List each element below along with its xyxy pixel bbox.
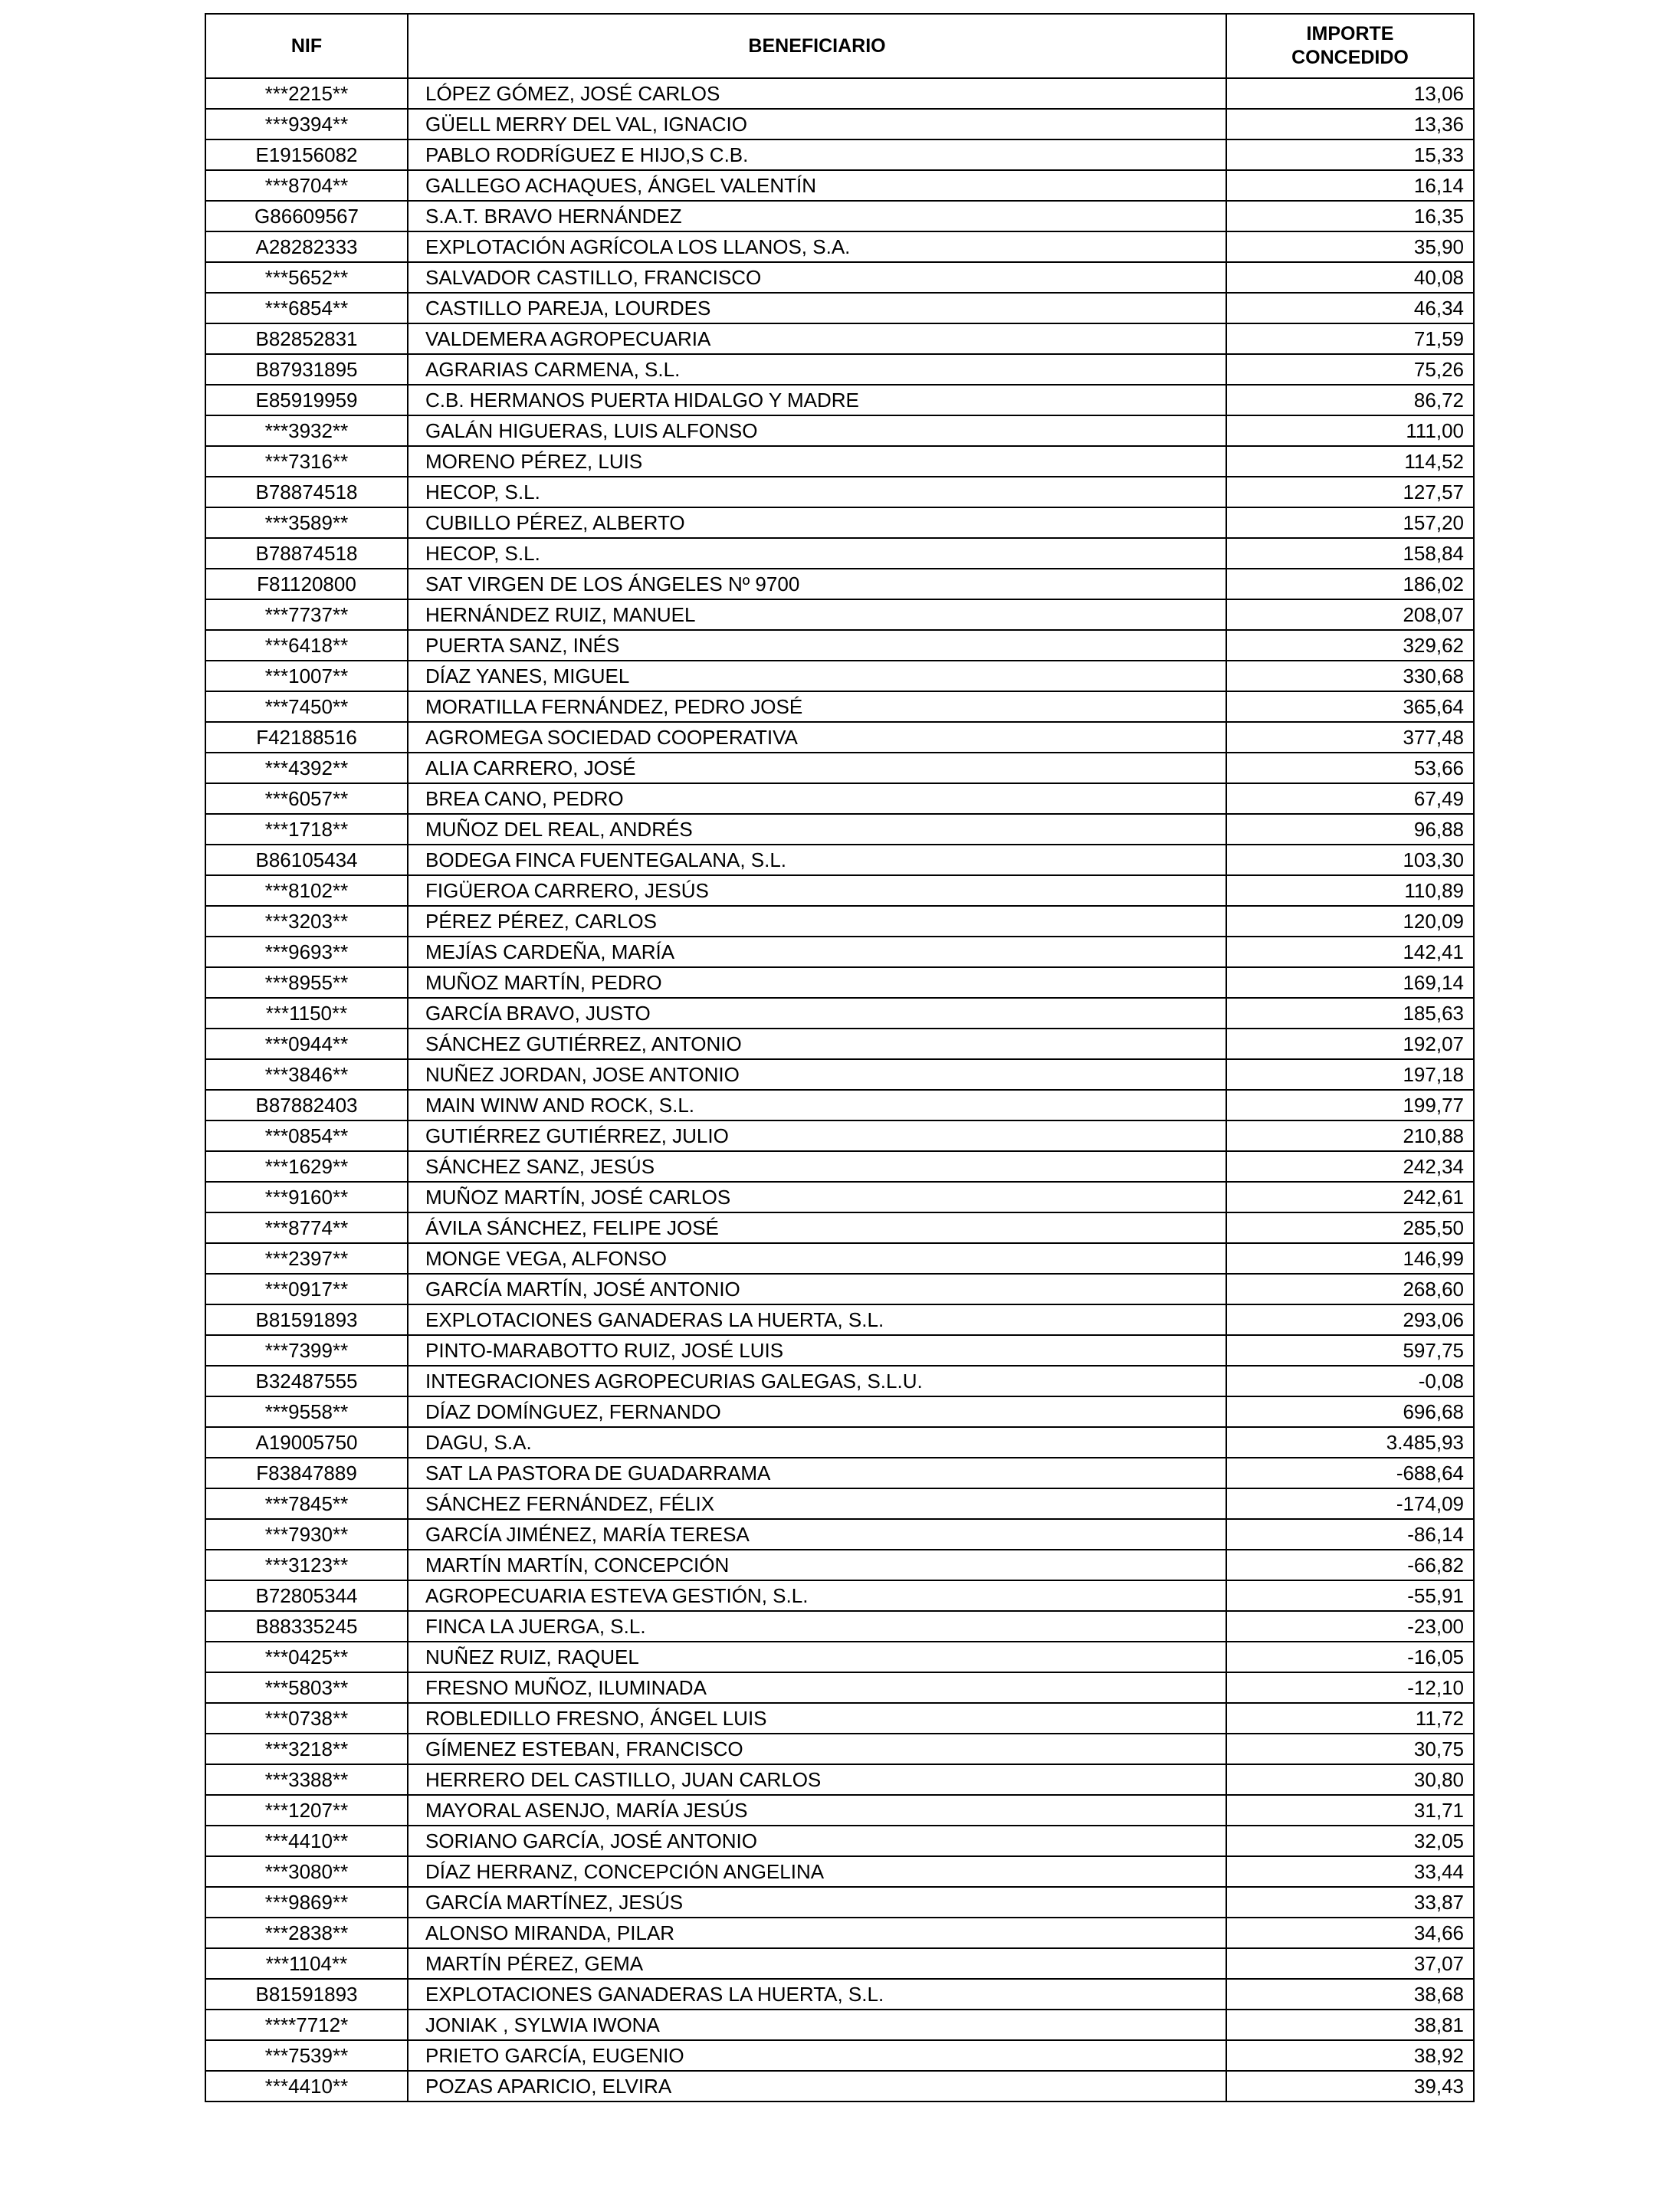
importe-cell: 3.485,93 [1226,1427,1474,1458]
importe-cell: 30,75 [1226,1734,1474,1764]
nif-cell: ***6418** [205,630,408,661]
table-row [205,937,1474,967]
beneficiario-cell: SÁNCHEZ SANZ, JESÚS [408,1151,1226,1182]
beneficiario-cell: SÁNCHEZ FERNÁNDEZ, FÉLIX [408,1488,1226,1519]
importe-cell: 114,52 [1226,446,1474,477]
beneficiario-cell: JONIAK , SYLWIA IWONA [408,2010,1226,2040]
table-row [205,1887,1474,1918]
beneficiario-cell: HECOP, S.L. [408,477,1226,507]
beneficiario-cell: AGRARIAS CARMENA, S.L. [408,354,1226,385]
beneficiario-cell: S.A.T. BRAVO HERNÁNDEZ [408,201,1226,231]
nif-cell: ***9869** [205,1887,408,1918]
importe-cell: 186,02 [1226,569,1474,599]
table-row [205,1120,1474,1151]
importe-cell: 15,33 [1226,139,1474,170]
importe-cell: -174,09 [1226,1488,1474,1519]
beneficiario-cell: GUTIÉRREZ GUTIÉRREZ, JULIO [408,1120,1226,1151]
importe-cell: 38,92 [1226,2040,1474,2071]
table-row [205,2071,1474,2101]
beneficiario-cell: ROBLEDILLO FRESNO, ÁNGEL LUIS [408,1703,1226,1734]
table-row [205,783,1474,814]
table-row [205,538,1474,569]
importe-cell: 111,00 [1226,415,1474,446]
table-row [205,2040,1474,2071]
table-row [205,507,1474,538]
importe-cell: 146,99 [1226,1243,1474,1274]
table-row [205,1335,1474,1366]
nif-cell: ***3218** [205,1734,408,1764]
importe-cell: 103,30 [1226,845,1474,875]
table-row [205,2010,1474,2040]
beneficiario-cell: ÁVILA SÁNCHEZ, FELIPE JOSÉ [408,1212,1226,1243]
importe-cell: 127,57 [1226,477,1474,507]
nif-cell: ***7399** [205,1335,408,1366]
table-row [205,109,1474,139]
importe-cell: 11,72 [1226,1703,1474,1734]
importe-cell: 169,14 [1226,967,1474,998]
nif-cell: ***4392** [205,753,408,783]
beneficiario-cell: PABLO RODRÍGUEZ E HIJO,S C.B. [408,139,1226,170]
importe-cell: 67,49 [1226,783,1474,814]
header-importe-label: IMPORTE CONCEDIDO [1291,23,1409,68]
table-row [205,1274,1474,1304]
nif-cell: ***9394** [205,109,408,139]
nif-cell: ***3123** [205,1550,408,1580]
importe-cell: 377,48 [1226,722,1474,753]
importe-cell: 16,14 [1226,170,1474,201]
table-row [205,1580,1474,1611]
header-beneficiario: BENEFICIARIO [408,14,1226,78]
importe-cell: -16,05 [1226,1642,1474,1672]
beneficiario-cell: NUÑEZ JORDAN, JOSE ANTONIO [408,1059,1226,1090]
importe-cell: -86,14 [1226,1519,1474,1550]
importe-cell: 285,50 [1226,1212,1474,1243]
header-importe [1226,14,1474,78]
importe-cell: 158,84 [1226,538,1474,569]
nif-cell: ***1007** [205,661,408,691]
nif-cell: ***1207** [205,1795,408,1826]
table-row [205,1642,1474,1672]
table-row [205,1427,1474,1458]
nif-cell: ***4410** [205,1826,408,1856]
importe-cell: 197,18 [1226,1059,1474,1090]
nif-cell: ***7539** [205,2040,408,2071]
nif-cell: B87931895 [205,354,408,385]
beneficiario-cell: MORATILLA FERNÁNDEZ, PEDRO JOSÉ [408,691,1226,722]
table-row [205,1918,1474,1948]
table-row [205,446,1474,477]
importe-cell: 696,68 [1226,1396,1474,1427]
nif-cell: ***2215** [205,78,408,109]
nif-cell: ***2397** [205,1243,408,1274]
beneficiario-cell: PINTO-MARABOTTO RUIZ, JOSÉ LUIS [408,1335,1226,1366]
nif-cell: ***3589** [205,507,408,538]
table-row [205,1304,1474,1335]
importe-cell: 75,26 [1226,354,1474,385]
nif-cell: ***3203** [205,906,408,937]
table-row [205,1029,1474,1059]
nif-cell: ***7450** [205,691,408,722]
importe-cell: 32,05 [1226,1826,1474,1856]
beneficiario-cell: FINCA LA JUERGA, S.L. [408,1611,1226,1642]
importe-cell: 53,66 [1226,753,1474,783]
beneficiario-cell: GALÁN HIGUERAS, LUIS ALFONSO [408,415,1226,446]
importe-cell: 86,72 [1226,385,1474,415]
importe-cell: 157,20 [1226,507,1474,538]
table-row [205,1672,1474,1703]
beneficiario-cell: GARCÍA MARTÍNEZ, JESÚS [408,1887,1226,1918]
nif-cell: A19005750 [205,1427,408,1458]
table-row [205,1550,1474,1580]
nif-cell: F83847889 [205,1458,408,1488]
beneficiario-cell: MONGE VEGA, ALFONSO [408,1243,1226,1274]
nif-cell: E19156082 [205,139,408,170]
beneficiario-cell: SALVADOR CASTILLO, FRANCISCO [408,262,1226,293]
nif-cell: ***2838** [205,1918,408,1948]
beneficiario-cell: FRESNO MUÑOZ, ILUMINADA [408,1672,1226,1703]
table-row [205,569,1474,599]
nif-cell: ***0944** [205,1029,408,1059]
table-row [205,477,1474,507]
table-row [205,1826,1474,1856]
importe-cell: 120,09 [1226,906,1474,937]
beneficiario-cell: MARTÍN PÉREZ, GEMA [408,1948,1226,1979]
nif-cell: B82852831 [205,323,408,354]
beneficiario-cell: MUÑOZ MARTÍN, JOSÉ CARLOS [408,1182,1226,1212]
table-row [205,630,1474,661]
beneficiario-cell: NUÑEZ RUIZ, RAQUEL [408,1642,1226,1672]
importe-cell: 199,77 [1226,1090,1474,1120]
nif-cell: ***4410** [205,2071,408,2101]
table-row [205,170,1474,201]
table-row [205,201,1474,231]
importe-cell: 208,07 [1226,599,1474,630]
table-row [205,1090,1474,1120]
table-row [205,1488,1474,1519]
beneficiario-cell: VALDEMERA AGROPECUARIA [408,323,1226,354]
beneficiario-cell: EXPLOTACIONES GANADERAS LA HUERTA, S.L. [408,1304,1226,1335]
beneficiario-cell: GÜELL MERRY DEL VAL, IGNACIO [408,109,1226,139]
beneficiario-cell: MEJÍAS CARDEÑA, MARÍA [408,937,1226,967]
importe-cell: 13,36 [1226,109,1474,139]
nif-cell: ***8704** [205,170,408,201]
importe-cell: 242,61 [1226,1182,1474,1212]
beneficiario-cell: BODEGA FINCA FUENTEGALANA, S.L. [408,845,1226,875]
importe-cell: 31,71 [1226,1795,1474,1826]
importe-cell: 71,59 [1226,323,1474,354]
nif-cell: ***0738** [205,1703,408,1734]
table-body [205,78,1474,2101]
importe-cell: 40,08 [1226,262,1474,293]
beneficiario-cell: SAT VIRGEN DE LOS ÁNGELES Nº 9700 [408,569,1226,599]
beneficiario-cell: INTEGRACIONES AGROPECURIAS GALEGAS, S.L.U. [408,1366,1226,1396]
nif-cell: ***0425** [205,1642,408,1672]
beneficiario-cell: LÓPEZ GÓMEZ, JOSÉ CARLOS [408,78,1226,109]
importe-cell: 34,66 [1226,1918,1474,1948]
nif-cell: F81120800 [205,569,408,599]
beneficiario-cell: SORIANO GARCÍA, JOSÉ ANTONIO [408,1826,1226,1856]
beneficiario-cell: GARCÍA MARTÍN, JOSÉ ANTONIO [408,1274,1226,1304]
table-row [205,293,1474,323]
nif-cell: ***3846** [205,1059,408,1090]
importe-cell: 46,34 [1226,293,1474,323]
importe-cell: 110,89 [1226,875,1474,906]
nif-cell: ****7712* [205,2010,408,2040]
nif-cell: ***6057** [205,783,408,814]
table-row [205,1611,1474,1642]
table-row [205,998,1474,1029]
beneficiario-cell: HECOP, S.L. [408,538,1226,569]
beneficiario-cell: HERNÁNDEZ RUIZ, MANUEL [408,599,1226,630]
table-row [205,354,1474,385]
nif-cell: ***1150** [205,998,408,1029]
beneficiario-cell: PRIETO GARCÍA, EUGENIO [408,2040,1226,2071]
nif-cell: ***5803** [205,1672,408,1703]
nif-cell: B87882403 [205,1090,408,1120]
beneficiario-cell: DÍAZ YANES, MIGUEL [408,661,1226,691]
table-row [205,845,1474,875]
beneficiario-cell: CUBILLO PÉREZ, ALBERTO [408,507,1226,538]
importe-cell: 39,43 [1226,2071,1474,2101]
table-row [205,1151,1474,1182]
nif-cell: ***0854** [205,1120,408,1151]
importe-cell: 268,60 [1226,1274,1474,1304]
nif-cell: ***5652** [205,262,408,293]
nif-cell: B81591893 [205,1979,408,2010]
nif-cell: B88335245 [205,1611,408,1642]
table-row [205,814,1474,845]
importe-cell: -688,64 [1226,1458,1474,1488]
table-row [205,1059,1474,1090]
importe-cell: 33,87 [1226,1887,1474,1918]
table-row [205,415,1474,446]
table-row [205,1856,1474,1887]
table-row [205,722,1474,753]
nif-cell: B72805344 [205,1580,408,1611]
table-row [205,1948,1474,1979]
table-row [205,1979,1474,2010]
nif-cell: F42188516 [205,722,408,753]
beneficiario-cell: FIGÜEROA CARRERO, JESÚS [408,875,1226,906]
importe-cell: 597,75 [1226,1335,1474,1366]
nif-cell: ***3388** [205,1764,408,1795]
nif-cell: ***7930** [205,1519,408,1550]
importe-cell: 96,88 [1226,814,1474,845]
beneficiario-cell: PUERTA SANZ, INÉS [408,630,1226,661]
beneficiario-cell: POZAS APARICIO, ELVIRA [408,2071,1226,2101]
header-nif: NIF [205,14,408,78]
beneficiario-cell: MUÑOZ MARTÍN, PEDRO [408,967,1226,998]
table-row [205,1458,1474,1488]
importe-cell: 293,06 [1226,1304,1474,1335]
importe-cell: -23,00 [1226,1611,1474,1642]
beneficiario-cell: EXPLOTACIONES GANADERAS LA HUERTA, S.L. [408,1979,1226,2010]
importe-cell: 365,64 [1226,691,1474,722]
nif-cell: ***1718** [205,814,408,845]
table-row [205,1795,1474,1826]
nif-cell: ***3932** [205,415,408,446]
table-row [205,906,1474,937]
nif-cell: ***3080** [205,1856,408,1887]
nif-cell: E85919959 [205,385,408,415]
beneficiario-cell: MUÑOZ DEL REAL, ANDRÉS [408,814,1226,845]
importe-cell: -0,08 [1226,1366,1474,1396]
importe-cell: -55,91 [1226,1580,1474,1611]
nif-cell: B81591893 [205,1304,408,1335]
beneficiario-cell: GÍMENEZ ESTEBAN, FRANCISCO [408,1734,1226,1764]
beneficiario-cell: C.B. HERMANOS PUERTA HIDALGO Y MADRE [408,385,1226,415]
beneficiario-cell: MAYORAL ASENJO, MARÍA JESÚS [408,1795,1226,1826]
table-row [205,139,1474,170]
table-row [205,1182,1474,1212]
nif-cell: ***8955** [205,967,408,998]
beneficiario-cell: AGROMEGA SOCIEDAD COOPERATIVA [408,722,1226,753]
beneficiario-cell: GARCÍA BRAVO, JUSTO [408,998,1226,1029]
nif-cell: B78874518 [205,477,408,507]
table-row [205,967,1474,998]
importe-cell: 30,80 [1226,1764,1474,1795]
table-row [205,875,1474,906]
beneficiario-cell: MORENO PÉREZ, LUIS [408,446,1226,477]
table-row [205,661,1474,691]
beneficiario-cell: ALONSO MIRANDA, PILAR [408,1918,1226,1948]
beneficiario-cell: DAGU, S.A. [408,1427,1226,1458]
beneficiario-cell: EXPLOTACIÓN AGRÍCOLA LOS LLANOS, S.A. [408,231,1226,262]
importe-cell: 242,34 [1226,1151,1474,1182]
beneficiario-cell: GALLEGO ACHAQUES, ÁNGEL VALENTÍN [408,170,1226,201]
table-row [205,1366,1474,1396]
table-row [205,78,1474,109]
nif-cell: ***9160** [205,1182,408,1212]
beneficiario-cell: MARTÍN MARTÍN, CONCEPCIÓN [408,1550,1226,1580]
table-row [205,691,1474,722]
importe-cell: 210,88 [1226,1120,1474,1151]
nif-cell: G86609567 [205,201,408,231]
table-row [205,1396,1474,1427]
beneficiario-cell: DÍAZ DOMÍNGUEZ, FERNANDO [408,1396,1226,1427]
beneficiario-cell: ALIA CARRERO, JOSÉ [408,753,1226,783]
nif-cell: ***1104** [205,1948,408,1979]
nif-cell: A28282333 [205,231,408,262]
table-row [205,323,1474,354]
importe-cell: 37,07 [1226,1948,1474,1979]
importe-cell: 142,41 [1226,937,1474,967]
importe-cell: 13,06 [1226,78,1474,109]
table-row [205,1212,1474,1243]
importe-cell: -12,10 [1226,1672,1474,1703]
table-row [205,1519,1474,1550]
beneficiario-cell: PÉREZ PÉREZ, CARLOS [408,906,1226,937]
table-row [205,599,1474,630]
beneficiario-cell: SÁNCHEZ GUTIÉRREZ, ANTONIO [408,1029,1226,1059]
nif-cell: ***0917** [205,1274,408,1304]
beneficiario-cell: BREA CANO, PEDRO [408,783,1226,814]
beneficiario-cell: GARCÍA JIMÉNEZ, MARÍA TERESA [408,1519,1226,1550]
table-row [205,1734,1474,1764]
nif-cell: ***9558** [205,1396,408,1427]
beneficiario-cell: DÍAZ HERRANZ, CONCEPCIÓN ANGELINA [408,1856,1226,1887]
table-row [205,385,1474,415]
table-row [205,262,1474,293]
importe-cell: 185,63 [1226,998,1474,1029]
grants-table [205,13,1475,2102]
importe-cell: 192,07 [1226,1029,1474,1059]
table-row [205,1764,1474,1795]
nif-cell: ***9693** [205,937,408,967]
table-row [205,753,1474,783]
beneficiario-cell: MAIN WINW AND ROCK, S.L. [408,1090,1226,1120]
nif-cell: ***7737** [205,599,408,630]
importe-cell: 38,68 [1226,1979,1474,2010]
beneficiario-cell: CASTILLO PAREJA, LOURDES [408,293,1226,323]
beneficiario-cell: SAT LA PASTORA DE GUADARRAMA [408,1458,1226,1488]
table-row [205,1243,1474,1274]
nif-cell: ***8774** [205,1212,408,1243]
importe-cell: 38,81 [1226,2010,1474,2040]
beneficiario-cell: AGROPECUARIA ESTEVA GESTIÓN, S.L. [408,1580,1226,1611]
importe-cell: -66,82 [1226,1550,1474,1580]
nif-cell: B78874518 [205,538,408,569]
nif-cell: B86105434 [205,845,408,875]
nif-cell: ***7316** [205,446,408,477]
table-header [205,14,1474,78]
importe-cell: 35,90 [1226,231,1474,262]
header-row [205,14,1474,78]
nif-cell: ***8102** [205,875,408,906]
nif-cell: B32487555 [205,1366,408,1396]
nif-cell: ***7845** [205,1488,408,1519]
beneficiario-cell: HERRERO DEL CASTILLO, JUAN CARLOS [408,1764,1226,1795]
nif-cell: ***1629** [205,1151,408,1182]
table-row [205,1703,1474,1734]
nif-cell: ***6854** [205,293,408,323]
table-row [205,231,1474,262]
importe-cell: 330,68 [1226,661,1474,691]
importe-cell: 16,35 [1226,201,1474,231]
importe-cell: 329,62 [1226,630,1474,661]
importe-cell: 33,44 [1226,1856,1474,1887]
